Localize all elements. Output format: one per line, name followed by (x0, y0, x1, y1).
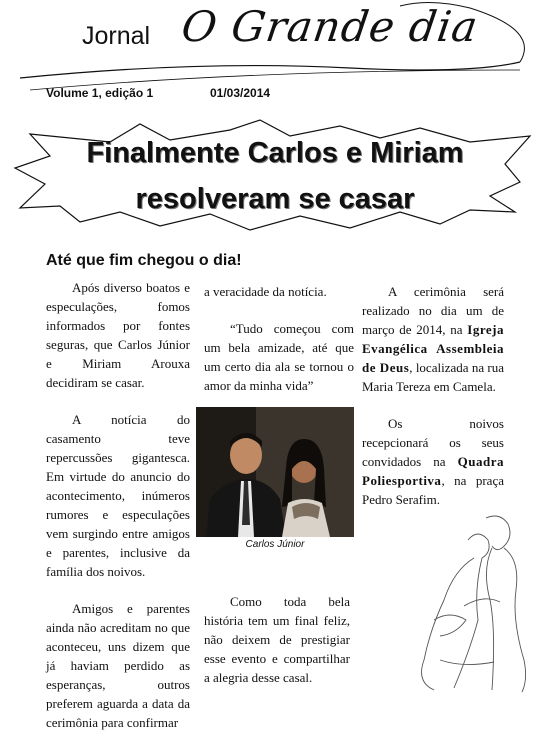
paragraph: Após diverso boatos e especulações, fomos informados por fontes seguras, que Carlos Júnior e Miriam Arouxa decidiram se casar. (46, 280, 190, 390)
photo-caption: Carlos Júnior (245, 539, 305, 550)
text: , na praça Pedro Serafim. (362, 473, 504, 507)
paragraph: a veracidade da notícia. (204, 284, 327, 299)
text: , localizada na rua Maria Tereza em Camela. (362, 360, 504, 394)
masthead-label: Jornal (82, 22, 151, 50)
couple-photo (196, 407, 354, 537)
issue-date: 01/03/2014 (210, 86, 271, 100)
venue-name: Quadra Poliesportiva (362, 454, 504, 488)
column-2-bottom (204, 592, 350, 687)
volume-edition: Volume 1, edição 1 (46, 86, 154, 100)
headline (40, 130, 510, 222)
paragraph: Amigos e parentes ainda não acreditam no que aconteceu, uns dizem que já haviam perdido as esperanças, outros preferem aguarda a data da cerimônia para confirmar (46, 601, 190, 730)
paragraph: A notícia do casamento teve repercussões gigantesca. Em virtude do anuncio do acontecimento, inúmeros rumores e especulações vem surgindo entre amigos e parentes, inclusive da família dos noivos. (46, 412, 190, 579)
paragraph (362, 282, 504, 396)
wedding-couple-sketch (404, 510, 534, 695)
paragraph: Como toda bela história tem um final feliz, não deixem de prestigiar esse evento e compartilhar a alegria desse casal. (204, 594, 350, 685)
text: A cerimônia será realizado no dia um de março de 2014, na (362, 284, 504, 337)
church-name: Igreja Evangélica Assembleia de Deus (362, 322, 504, 375)
column-3 (362, 282, 504, 527)
column-2 (204, 282, 354, 413)
article-subheading: Até que fim chegou o dia! (46, 252, 242, 269)
headline-line-1: Finalmente Carlos e Miriam (86, 137, 464, 169)
photo-illustration (196, 407, 354, 537)
quote: “Tudo começou com um bela amizade, até que um certo dia ala se tornou o amor da minha vida” (204, 321, 354, 393)
text: Os noivos recepcionará os seus convidados na (362, 416, 504, 469)
paragraph (362, 414, 504, 509)
column-1 (46, 278, 190, 732)
masthead (0, 0, 546, 100)
newspaper-name: O Grande dia (178, 2, 482, 51)
headline-line-2: resolveram se casar (135, 183, 415, 215)
